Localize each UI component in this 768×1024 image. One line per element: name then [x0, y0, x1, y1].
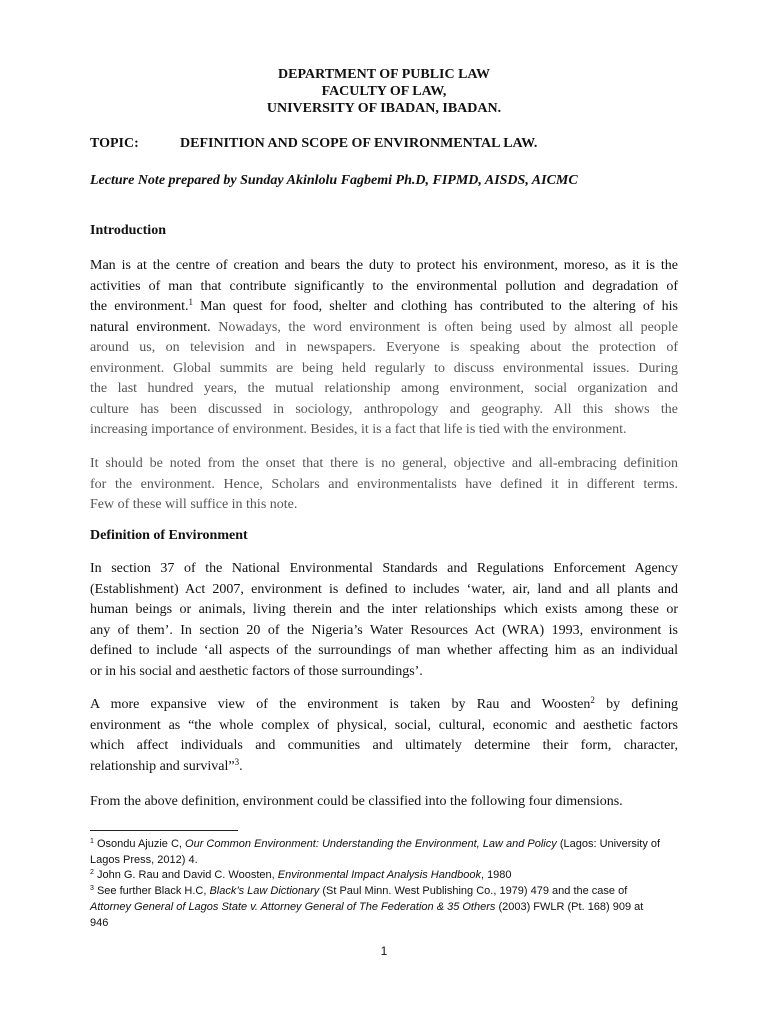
faculty-heading: FACULTY OF LAW,: [321, 84, 447, 99]
department-heading: DEPARTMENT OF PUBLIC LAW: [278, 67, 490, 82]
introduction-paragraph-1: Man is at the centre of creation and bears the duty to protect his environment, moreso, as it is the activities of man that contribute significantly to the environmental pollution and degradation of the environment.$^1$ Man quest for food, shelter and clothing has contributed to the altering of his natural environment. Nowadays, the word environment is often being used by almost all people around us, on television and in newspapers. Everyone is speaking about the protection of environment. Global summits are being held regularly to discuss environmental issues. During the last hundred years, the mutual relationship among environment, social organization and culture has been discussed in sociology, anthropology and geography. All this shows the increasing importance of environment. Besides, it is a fact that life is tied with the environment.: [90, 258, 678, 437]
page-number: 1: [380, 944, 388, 958]
footnote-1: $^1$ Osondu Ajuzie C, Our Common Environment: Understanding the Environment, Law and Policy (Lagos: University of Lagos Press, 2012) 4.: [90, 838, 661, 866]
topic-line: [90, 135, 537, 152]
footnote-3: $^3$ See further Black H.C, Black’s Law Dictionary (St Paul Minn. West Publishing Co., 1979) 479 and the case of Attorney General of Lagos State v. Attorney General of The Federation & 35 Others (2003) FWLR (Pt. 168) 909 at 946: [90, 885, 644, 929]
introduction-paragraph-2: It should be noted from the onset that there is no general, objective and all-embracing definition for the environment. Hence, Scholars and environmentalists have defined it in different terms. Few of these will suffice in this note.: [90, 456, 678, 512]
footnote-separator: [90, 830, 238, 831]
introduction-heading: Introduction: [90, 223, 166, 238]
footnote-ref-2: 2: [590, 695, 595, 705]
definition-paragraph-1: In section 37 of the National Environmental Standards and Regulations Enforcement Agency (Establishment) Act 2007, environment is defined to includes ‘water, air, land and all plants and human beings or animals, living therein and the inter relationships which exists among these or any of them’. In section 20 of the Nigeria’s Water Resources Act (WRA) 1993, environment is defined to include ‘all aspects of the surroundings of man whether affecting him as an individual or in his social and aesthetic factors of those surroundings’.: [90, 561, 678, 679]
definition-heading: Definition of Environment: [90, 528, 248, 543]
definition-paragraph-3: From the above definition, environment could be classified into the following four dimensions.: [90, 794, 623, 809]
lecture-note-author: Lecture Note prepared by Sunday Akinlolu Fagbemi Ph.D, FIPMD, AISDS, AICMC: [90, 173, 578, 188]
topic-label: TOPIC:: [90, 136, 139, 151]
university-heading: UNIVERSITY OF IBADAN, IBADAN.: [266, 101, 502, 116]
footnote-ref-3: 3: [234, 756, 240, 767]
footnote-2: $^2$ John G. Rau and David C. Woosten, Environmental Impact Analysis Handbook, 1980: [90, 869, 512, 881]
footnote-ref-1: 1: [188, 297, 193, 307]
topic-title: DEFINITION AND SCOPE OF ENVIRONMENTAL LAW.: [180, 136, 538, 151]
definition-paragraph-2: A more expansive view of the environment is taken by Rau and Woosten$^2$ by defining environment as “the whole complex of physical, social, cultural, economic and aesthetic factors which affect individuals and communities and ultimately determine their form, character, relationship and survival”$^3$.: [90, 695, 679, 774]
